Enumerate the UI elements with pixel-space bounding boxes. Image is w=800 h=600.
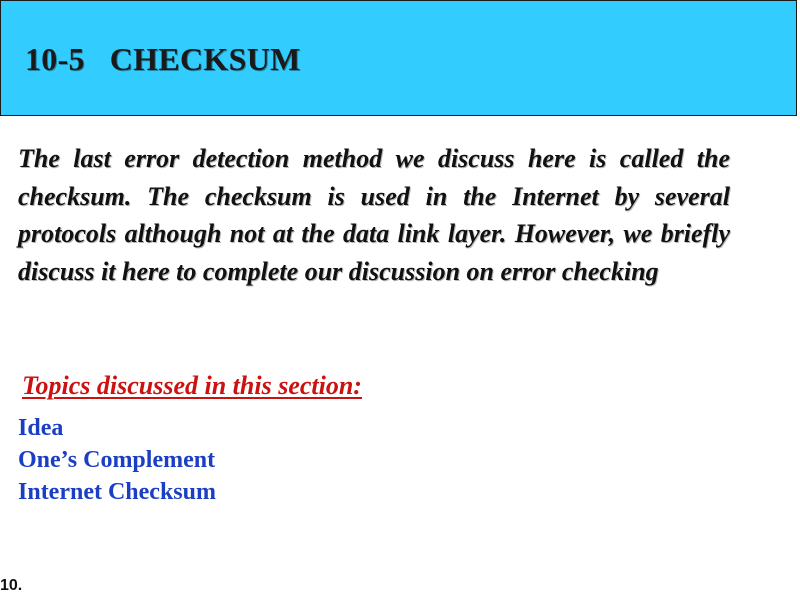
title-bar bbox=[0, 0, 797, 116]
intro-paragraph: The last error detection method we discuss here is called the checksum. The checksum is used in the Internet by several protocols although not at the data link layer. However, we briefly discuss it here to complete our discussion on error checking bbox=[18, 144, 730, 286]
topic-item-ones-complement: One’s Complement bbox=[18, 447, 216, 473]
topic-item-idea: Idea bbox=[18, 415, 64, 441]
page-number: 10. bbox=[0, 577, 23, 594]
topics-list bbox=[18, 412, 216, 508]
topics-heading: Topics discussed in this section: bbox=[22, 371, 362, 400]
topic-item-internet-checksum: Internet Checksum bbox=[18, 479, 216, 505]
slide-title: 10-5 CHECKSUM bbox=[25, 41, 301, 77]
